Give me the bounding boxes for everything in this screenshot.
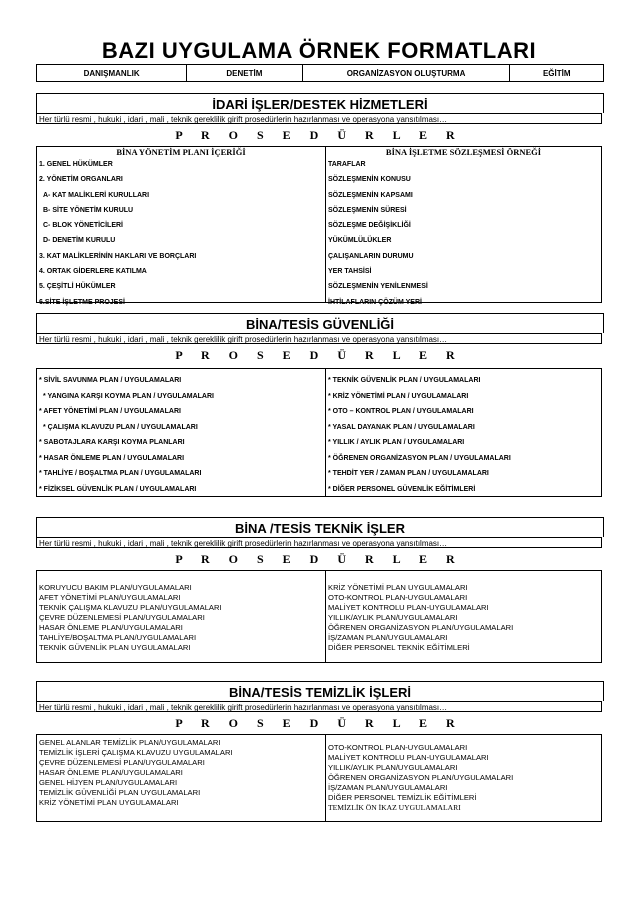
section-title-temizlik: BİNA/TESİS TEMİZLİK İŞLERİ xyxy=(36,681,604,701)
idari-right-list xyxy=(326,157,601,310)
procedures-heading-idari: P R O S E D Ü R L E R xyxy=(175,128,463,142)
list-item: * TAHLİYE / BOŞALTMA PLAN / UYGULAMALARI xyxy=(39,470,202,477)
teknik-right-list xyxy=(326,571,601,653)
tab-egitim: EĞİTİM xyxy=(542,68,571,78)
idari-left-list xyxy=(37,157,325,310)
list-item: 6.SİTE İŞLETME PROJESİ xyxy=(39,298,125,306)
idari-right-header: BİNA İŞLETME SÖZLEŞMESİ ÖRNEĞİ xyxy=(385,147,542,157)
guvenlik-right-list xyxy=(326,369,601,497)
list-item: ÇEVRE DÜZENLEMESİ PLAN/UYGULAMALARI xyxy=(39,613,205,622)
section-title-teknik: BİNA /TESİS TEKNİK İŞLER xyxy=(36,517,604,537)
tab-denetim: DENETİM xyxy=(187,65,302,81)
list-item: YILLIK/AYLIK PLAN/UYGULAMALARI xyxy=(328,763,458,772)
list-item: D- DENETİM KURULU xyxy=(43,237,116,245)
list-item: TEMİZLİK GÜVENLİĞİ PLAN UYGULAMALARI xyxy=(39,788,201,797)
list-item: ÖĞRENEN ORGANİZASYON PLAN/UYGULAMALARI xyxy=(328,623,514,632)
teknik-left-list xyxy=(37,571,325,653)
list-item: TEKNİK ÇALIŞMA KLAVUZU PLAN/UYGULAMALARI xyxy=(39,603,222,612)
guvenlik-right-column xyxy=(325,369,601,496)
list-item: İŞ/ZAMAN PLAN/UYGULAMALARI xyxy=(328,783,448,792)
list-item: * KRİZ YÖNETİMİ PLAN / UYGULAMALARI xyxy=(328,392,469,400)
idari-right-column xyxy=(325,147,601,306)
list-item: İHTİLAFLARIN ÇÖZÜM YERİ xyxy=(328,298,422,306)
tab-danismanlik: DANIŞMANLIK xyxy=(37,65,187,81)
list-item: MALİYET KONTROLU PLAN-UYGULAMALARI xyxy=(328,603,489,612)
section-subtitle-idari: Her türlü resmi , hukuki , idari , mali , teknik gereklilik girift prosedürlerin hazırlanması ve operasyona yansıtılması… xyxy=(36,113,602,124)
list-item: İŞ/ZAMAN PLAN/UYGULAMALARI xyxy=(328,633,448,642)
list-item: TEMİZLİK İŞLERİ ÇALIŞMA KLAVUZU UYGULAMALARI xyxy=(39,748,233,757)
list-item: GENEL ALANLAR TEMİZLİK PLAN/UYGULAMALARI xyxy=(39,738,221,747)
procedures-heading-guvenlik: P R O S E D Ü R L E R xyxy=(175,348,463,362)
procedures-heading-teknik: P R O S E D Ü R L E R xyxy=(175,552,463,566)
temizlik-left-column xyxy=(37,735,325,821)
top-tabs xyxy=(36,64,604,82)
list-item: YER TAHSİSİ xyxy=(328,268,372,276)
list-item: * YILLIK / AYLIK PLAN / UYGULAMALARI xyxy=(328,439,465,446)
list-item: SÖZLEŞMENİN SÜRESİ xyxy=(328,206,407,214)
list-item: SÖZLEŞMENİN KAPSAMI xyxy=(328,191,413,199)
list-item: TARAFLAR xyxy=(328,161,366,168)
list-item: * OTO – KONTROL PLAN / UYGULAMALARI xyxy=(328,408,474,415)
list-item: 2. YÖNETİM ORGANLARI xyxy=(39,176,123,184)
list-item: TAHLİYE/BOŞALTMA PLAN/UYGULAMALARI xyxy=(39,633,197,642)
temizlik-box xyxy=(36,734,602,822)
list-item: C- BLOK YÖNETİCİLERİ xyxy=(43,222,123,230)
list-item: * HASAR ÖNLEME PLAN / UYGULAMALARI xyxy=(39,454,185,462)
teknik-right-column xyxy=(325,571,601,662)
list-item: KRİZ YÖNETİMİ PLAN UYGULAMALARI xyxy=(328,583,468,592)
list-item: MALİYET KONTROLU PLAN-UYGULAMALARI xyxy=(328,753,489,762)
list-item: SÖZLEŞMENİN YENİLENMESİ xyxy=(328,283,428,291)
list-item: * SİVİL SAVUNMA PLAN / UYGULAMALARI xyxy=(39,377,182,384)
list-item: * DİĞER PERSONEL GÜVENLİK EĞİTİMLERİ xyxy=(328,485,476,493)
list-item: SÖZLEŞMENİN KONUSU xyxy=(328,176,411,184)
list-item: B- SİTE YÖNETİM KURULU xyxy=(43,206,134,214)
idari-left-column xyxy=(37,147,325,306)
list-item: 3. KAT MALİKLERİNİN HAKLARI VE BORÇLARI xyxy=(39,252,197,260)
list-item: OTO-KONTROL PLAN-UYGULAMALARI xyxy=(328,743,468,752)
list-item: A- KAT MALİKLERİ KURULLARI xyxy=(43,191,150,199)
list-item: YILLIK/AYLIK PLAN/UYGULAMALARI xyxy=(328,613,458,622)
list-item: * ÖĞRENEN ORGANİZASYON PLAN / UYGULAMALARI xyxy=(328,454,511,462)
list-item: YÜKÜMLÜLÜKLER xyxy=(328,237,392,245)
temizlik-right-list xyxy=(326,735,601,813)
page-title: BAZI UYGULAMA ÖRNEK FORMATLARI xyxy=(101,38,537,63)
section-title-idari: İDARİ İŞLER/DESTEK HİZMETLERİ xyxy=(36,93,604,113)
list-item: 1. GENEL HÜKÜMLER xyxy=(39,161,113,168)
guvenlik-left-list xyxy=(37,369,325,497)
list-item: * AFET YÖNETİMİ PLAN / UYGULAMALARI xyxy=(39,408,181,415)
list-item: KRİZ YÖNETİMİ PLAN UYGULAMALARI xyxy=(39,798,179,807)
idari-box xyxy=(36,146,602,306)
procedures-heading-temizlik: P R O S E D Ü R L E R xyxy=(175,716,463,730)
list-item: * YASAL DAYANAK PLAN / UYGULAMALARI xyxy=(328,423,475,431)
list-item: HASAR ÖNLEME PLAN/UYGULAMALARI xyxy=(39,623,183,632)
list-item: OTO-KONTROL PLAN-UYGULAMALARI xyxy=(328,593,468,602)
tab-organizasyon: ORGANİZASYON OLUŞTURMA xyxy=(303,65,511,81)
list-item: * TEKNİK GÜVENLİK PLAN / UYGULAMALARI xyxy=(328,377,481,384)
list-item: HASAR ÖNLEME PLAN/UYGULAMALARI xyxy=(39,768,183,777)
list-item: 5. ÇEŞİTLİ HÜKÜMLER xyxy=(39,283,116,291)
list-item: DİĞER PERSONEL TEKNİK EĞİTİMLERİ xyxy=(328,643,470,652)
temizlik-right-column xyxy=(325,735,601,821)
list-item: DİĞER PERSONEL TEMİZLİK EĞİTİMLERİ xyxy=(328,793,477,802)
list-item: * TEHDİT YER / ZAMAN PLAN / UYGULAMALARI xyxy=(328,470,489,477)
list-item: KORUYUCU BAKIM PLAN/UYGULAMALARI xyxy=(39,583,192,592)
list-item: * ÇALIŞMA KLAVUZU PLAN / UYGULAMALARI xyxy=(43,423,198,431)
teknik-left-column xyxy=(37,571,325,662)
section-subtitle-temizlik: Her türlü resmi , hukuki , idari , mali , teknik gereklilik girift prosedürlerin hazırlanması ve operasyona yansıtılması… xyxy=(36,701,602,712)
section-title-guvenlik: BİNA/TESİS GÜVENLİĞİ xyxy=(36,313,604,333)
idari-left-header: BİNA YÖNETİM PLANI İÇERİĞİ xyxy=(116,147,246,157)
list-item: TEKNİK GÜVENLİK PLAN UYGULAMALARI xyxy=(39,643,191,652)
guvenlik-left-column xyxy=(37,369,325,496)
list-item: 4. ORTAK GİDERLERE KATILMA xyxy=(39,268,147,276)
teknik-box xyxy=(36,570,602,663)
list-item: ÇALIŞANLARIN DURUMU xyxy=(328,252,414,260)
list-item: * YANGINA KARŞI KOYMA PLAN / UYGULAMALARI xyxy=(43,392,214,400)
list-item: ÇEVRE DÜZENLEMESİ PLAN/UYGULAMALARI xyxy=(39,758,205,767)
list-item: AFET YÖNETİMİ PLAN/UYGULAMALARI xyxy=(39,593,181,602)
section-subtitle-teknik: Her türlü resmi , hukuki , idari , mali , teknik gereklilik girift prosedürlerin hazırlanması ve operasyona yansıtılması… xyxy=(36,537,602,548)
list-item: * FİZİKSEL GÜVENLİK PLAN / UYGULAMALARI xyxy=(39,485,197,493)
list-item: SÖZLEŞME DEĞİŞİKLİĞİ xyxy=(328,222,411,230)
list-item: * SABOTAJLARA KARŞI KOYMA PLANLARI xyxy=(39,439,185,446)
temizlik-left-list xyxy=(37,735,325,808)
section-subtitle-guvenlik: Her türlü resmi , hukuki , idari , mali , teknik gereklilik girift prosedürlerin hazırlanması ve operasyona yansıtılması… xyxy=(36,333,602,344)
guvenlik-box xyxy=(36,368,602,497)
list-item: GENEL HİJYEN PLAN/UYGULAMALARI xyxy=(39,778,178,787)
list-item: ÖĞRENEN ORGANİZASYON PLAN/UYGULAMALARI xyxy=(328,773,514,782)
list-item: TEMİZLİK ÖN İKAZ UYGULAMALARI xyxy=(328,803,461,812)
